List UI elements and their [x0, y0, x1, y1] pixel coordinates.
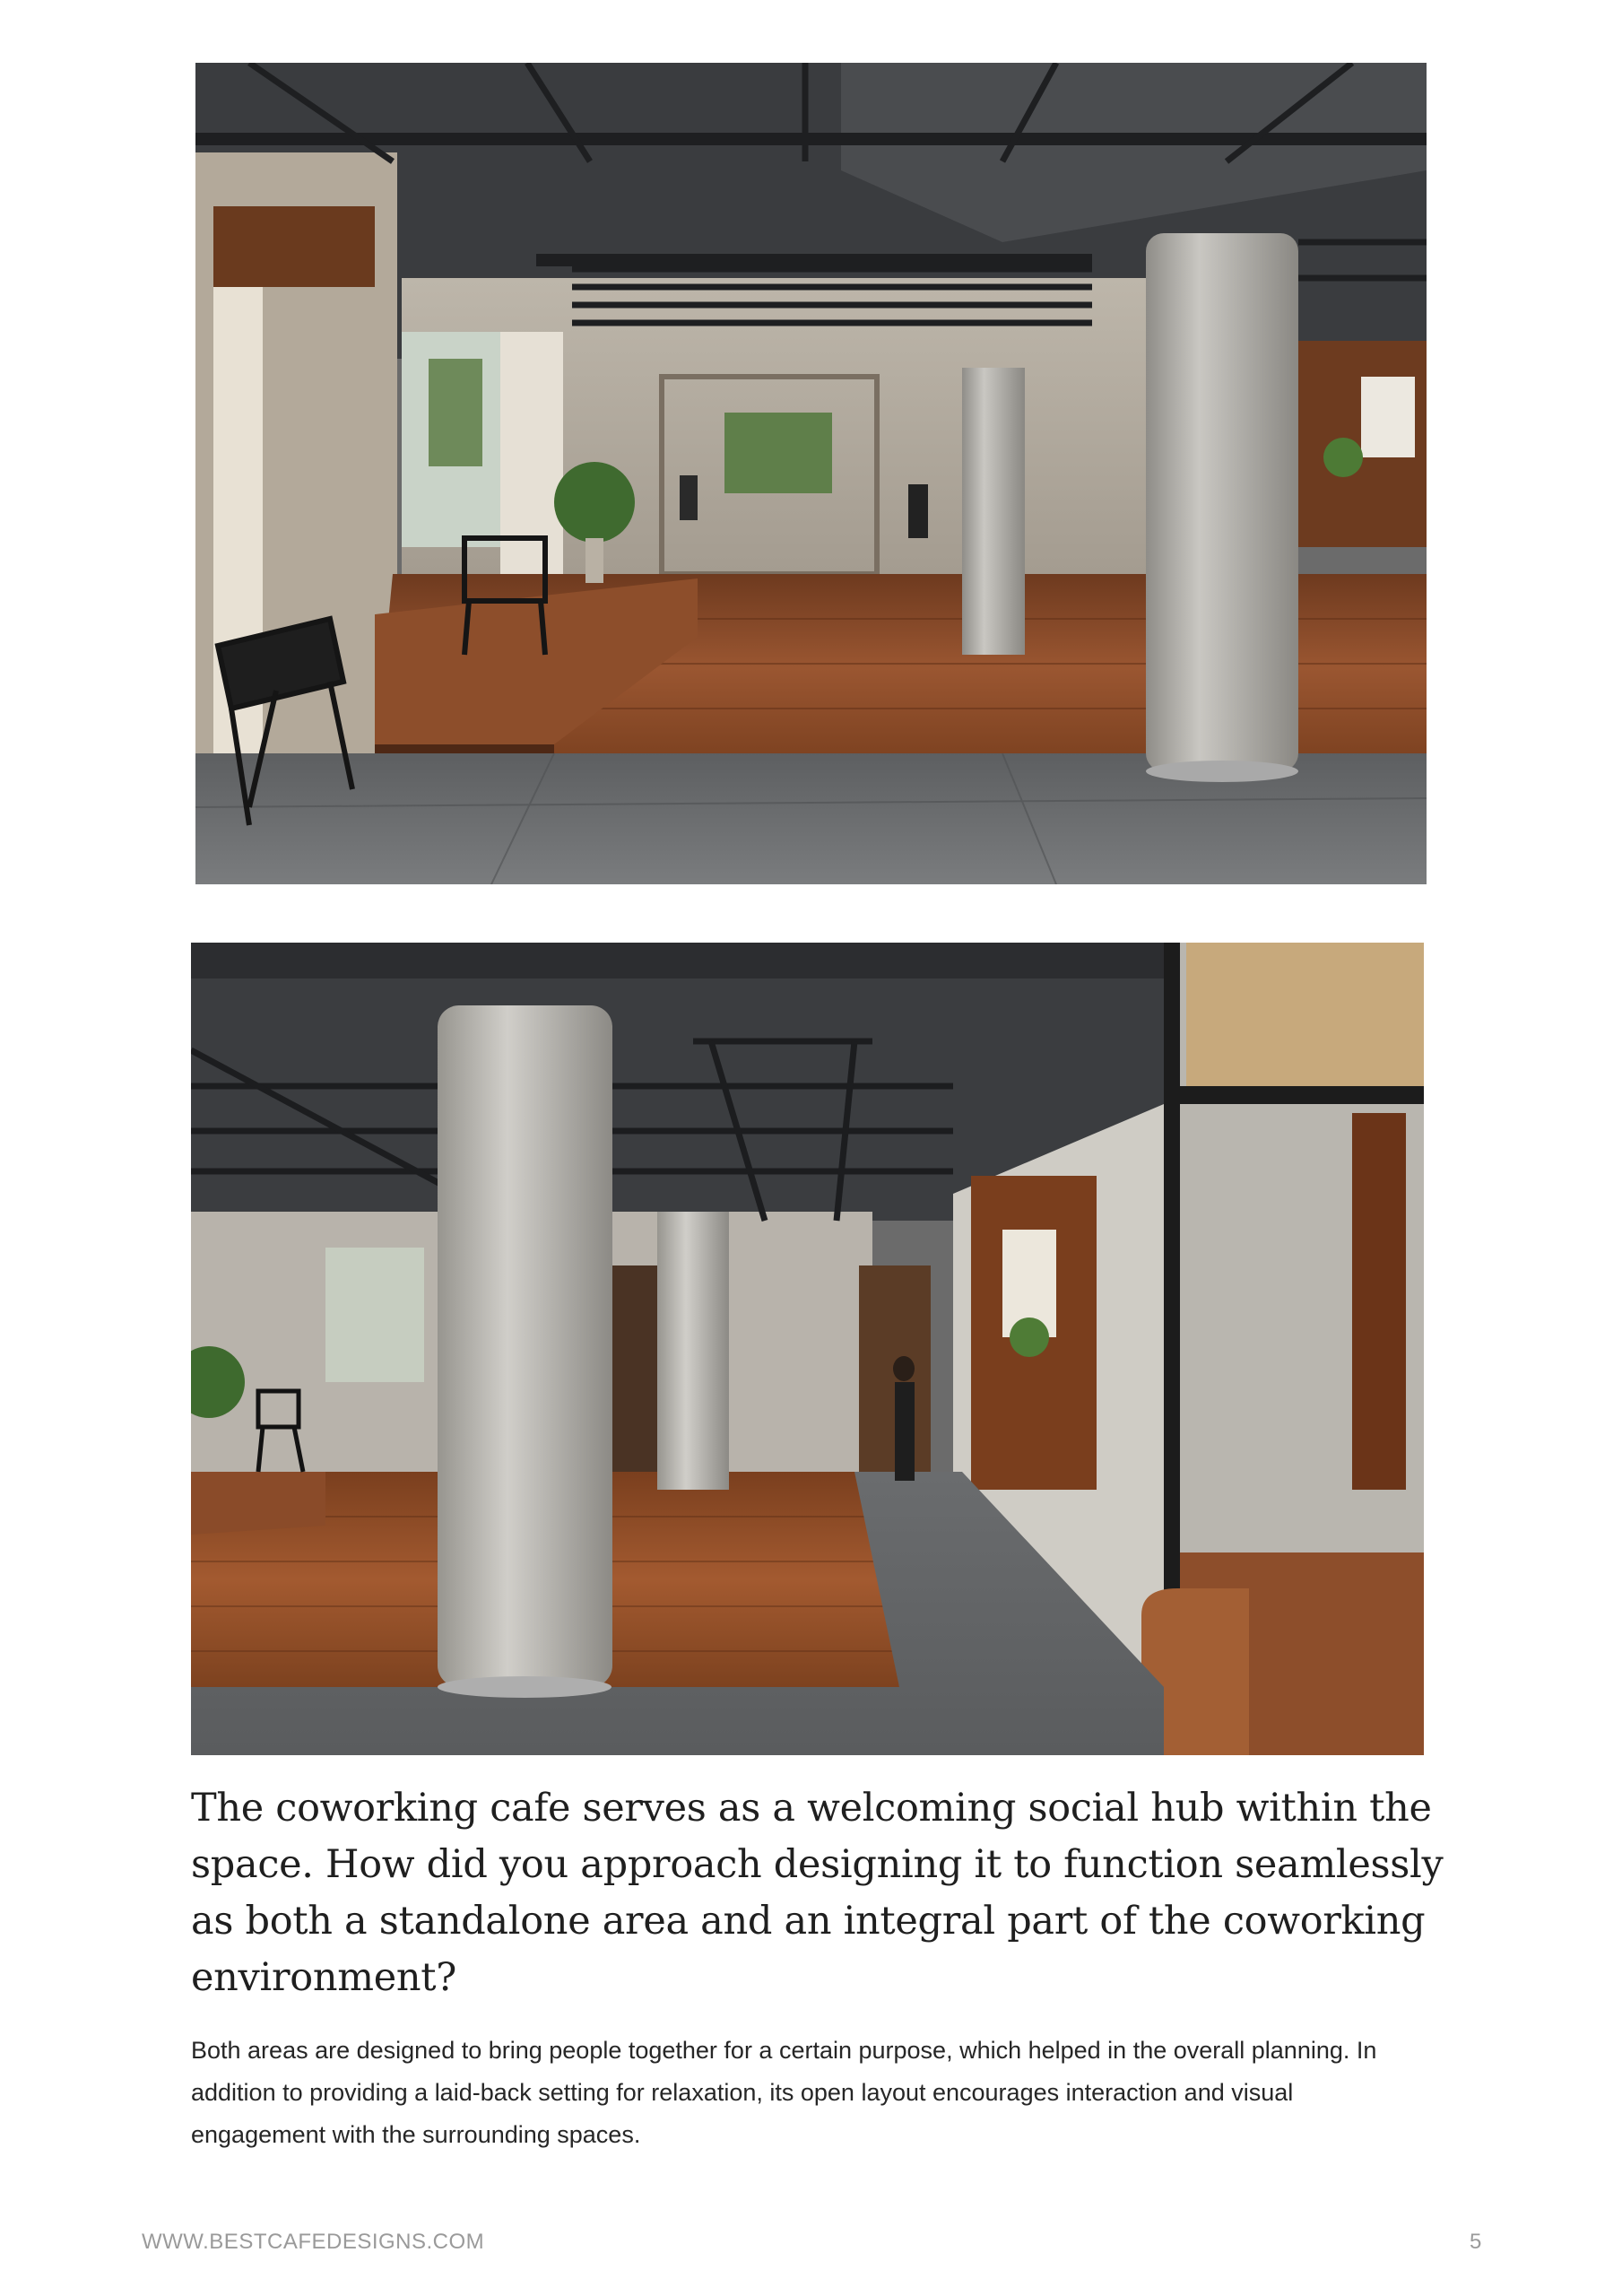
interview-question: The coworking cafe serves as a welcoming social hub within the space. How did you approach designing it to function seamlessly as both a standalone area and an integral part of the coworking environment? — [191, 1786, 1444, 2000]
interior-photo-columns-corridor-drawing — [191, 943, 1424, 1755]
footer-website-url: WWW.BESTCAFEDESIGNS.COM — [142, 2230, 485, 2254]
page-number: 5 — [1470, 2230, 1482, 2254]
interior-photo-columns-corridor — [191, 943, 1424, 1755]
interview-answer: Both areas are designed to bring people together for a certain purpose, which helped in the overall planning. In addition to providing a laid-back setting for relaxation, its open layout encourages interaction and visual engagement with the surrounding spaces. — [191, 2037, 1377, 2148]
interior-photo-stage-area — [195, 63, 1427, 884]
interior-photo-stage-area-drawing — [195, 63, 1427, 884]
